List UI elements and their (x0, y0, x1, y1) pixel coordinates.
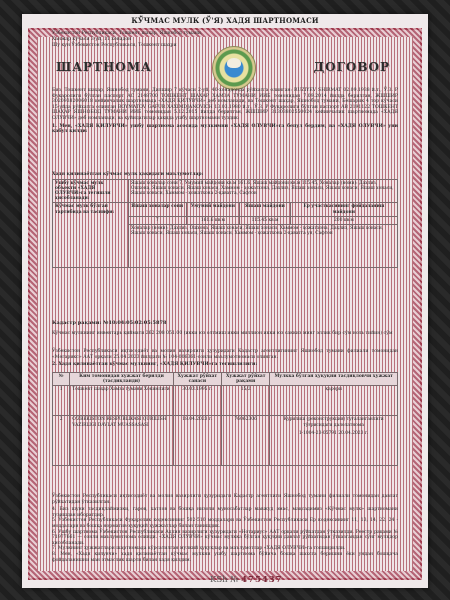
property-label: Ушбу кўчмас мулк объекти «ХАДЯ ОЛУВЧИ»га тегишли ҳисобланади: (53, 179, 129, 203)
issuer: O'ZBEKISTON RESPUBLIKASI QURILISH VAZIRLIGI DAVLAT MUASSASASI (70, 416, 174, 466)
terms-paragraph: 6. Ушбу шартнома Ўзбекистон Республикаси Адлия вазирлиги ҳузуридаги «Нотариус» ААТ орқали рўйхатдан ўтказилди. Реестр рақами № 71977661 — сонли маълумотнома олинди. «ХАДЯ ОЛУВЧИ» кўчмас мулкка бўлган ҳуқуқни давлат рўйхатидан ўтказгандан сўнг мулкдор ҳисобланади. (52, 529, 398, 546)
column-header: Ким томонидан хужжат берилди (тасдиқланди) (70, 373, 174, 386)
terms-section (52, 494, 398, 563)
doc-date: 18.04.2023 г. (173, 416, 221, 466)
watermark-title-left: ШАРТНОМА (56, 60, 152, 74)
serial-label: KSh № (210, 575, 239, 585)
column-header: Хужжат рўйхат санаси (173, 373, 221, 386)
metric-value: 161.6 кв.м (186, 216, 240, 224)
state-emblem-icon (212, 46, 256, 90)
document-sheet (22, 14, 428, 588)
metric-header: Яшаш хоналар сони (128, 203, 186, 216)
doc-type (270, 416, 398, 466)
property-value: Яшаш хоналар сони 7, Умумий майдони кв.м 161.6, Яшаш майдони кв.м 115.45, Хоналар (номи): Даҳлиз, Ошхона, Яшаш хонаси, Яшаш хонаси, Хаммом - ҳожатхона, Даҳлиз, Яшаш хонаси, Яшаш хонаси, Яшаш хонаси, Яшаш хонаси, Хаммом - ҳожатхона 2-қаватга, Сафтон (128, 179, 397, 203)
serial-value: 475437 (241, 575, 283, 585)
ownership-table (52, 372, 398, 466)
issuer: Тошкент шаҳар Хамза тумани Хокимлиги (70, 386, 174, 416)
inventory-value: Кўчмас мулкнинг инвентарь қиймати 262 208 051.00 (икки юз олтмиш икки миллион икки юз саккиз минг эллик бир сўм ноль тийин) сўм (52, 331, 393, 336)
document-body (46, 16, 404, 585)
property-table-caption: Хадя қилинаётган кўчмас мулк ҳақидаги маълумотлар: (52, 172, 204, 177)
metric-header: Умумий майдони (186, 203, 240, 216)
address-line: Ўзбекистон Республикаси, Тошкент шаҳар, Яшнобод тумани, (52, 31, 203, 36)
metric-value: 115.45 кв.м (240, 216, 291, 224)
metric-value: 200 кв.м (290, 216, 397, 224)
address-line: Шу кун Ўзбекистон Республикаси, Тошкент шаҳри (52, 43, 177, 48)
watermark-title-right: ДОГОВОР (313, 60, 390, 74)
terms-paragraph: 8. Мен, «Хадя қилувчи» хадя қилинаётган кўчмас мулкни ушбу шартнома бўйича бошқа шахсга беришни ёки ундан бошқача фойдаланишни ман этмаслик шарти билан хадя қилдим. (52, 551, 398, 563)
intro-text: Биз, Тошкент шаҳар, Яшнобод тумани, Дилшир 7 кўчаси 2-уй, 40-хонадонда рўйхатга олинган: RUZIYEV SHIRMAT 02.09.1938 й.т., Ў.З. Р Фуқаролиги бўлган паспорт AC 2148700 ТОШКЕНТ ШАҲАР ХАМЗА ТУМАНИ ИИБ томонидан 7.09.2014 йилда берилган, ЖШШИР 30209382006018 кейинчалик шартномада «ХАДЯ ҚИЛУВЧИ» деб номланади, ва Тошкент шаҳар, Яшнобод тумани, Бешарик 4 тор кўчаси 15-уйда рўйхатга олинган BOYMATOV GAFUR XAXIMDJANOVICH 13.03.1980 й.т., Ў.З. Р Фуқаролиги бўлган паспорт AB 2191122 ТОШКЕНТ ШАҲАР ЯШНОБОД ТУМАНИ ИИБ томонидан 5.12.2015 йилда берилган, ЖШШИР 31303802550024 кейинчалик шартномада «ХАДЯ ОЛУВЧИ» деб номланади, ва қуйидагилар ҳақида ушбу шартномани туздик: (52, 88, 398, 121)
column-header: Мулкка бўлган ҳуқуқни тасдиқловчи ҳужжат (270, 373, 398, 386)
document-title: КЎЧМАС МУЛК (Ў'Я) ХАДЯ ШАРТНОМАСИ (131, 16, 319, 25)
terms-paragraph: 4. Биз шуни тасдиқлаймизки, гаров, хатлов ва бошқа низоли муносабатлар мавжуд эмас, мақсадимиз «Кўчмас мулк» шартномани тузишдан иборатдир. (52, 507, 398, 518)
property-class-label: Кўчмас мулк бўлган тартибида ва таснифи: (53, 203, 129, 268)
cadastre-number: Кадастр рақами: №10:04:05:02:05:5878 (52, 320, 167, 326)
terms-paragraph: Ўзбекистон Республикаси иқтисодиёт ва молия вазирлиги ҳузуридаги Кадастр агентлиги Яшнобод тумани филиали томонидан давлат рўйхатидан ўтказилган. (52, 494, 398, 505)
item-1: 1. Мен, «ХАДЯ ҚИЛУВЧИ» ушбу шартнома асосида мулкимни «ХАДЯ ОЛУВЧИ»га бепул бердим, ва «ХАДЯ ОЛУВЧИ» уни қабул қилди: (52, 123, 398, 135)
doc-number: 76062306 (222, 416, 270, 466)
terms-paragraph: 7. Мулкнинг ҳужжатлари шартномада кўрсатилган мулкий ҳуқуқлар ва маълумотлар «ХАДЯ ОЛУВЧИ»га топширилди. (52, 546, 346, 552)
intro-paragraph (52, 88, 398, 135)
doc-date: 30.03.1995 г. (173, 386, 221, 416)
doc-type-text: Қурилиш (реконструкция) туғаланганлиги тўғрисидаги далолатнома (283, 417, 384, 428)
item-2: 2. Хадя қилинаётган кўчмас мулкнинг, «ХАДЯ ҚИЛУВЧИ»га тегишлилиги: (52, 362, 258, 367)
column-header: Хужжат рўйхат рақами (222, 373, 270, 386)
metric-value: 7 (128, 216, 186, 224)
row-number: 1 (53, 386, 70, 416)
metric-header: Ер участкасининг фойдаланиш майдони (290, 203, 397, 216)
table-row (53, 386, 398, 416)
doc-type: қарори (270, 386, 398, 416)
header-address (52, 31, 232, 49)
doc-reference: 1-1004-23-05791 20.04.2023 г. (298, 430, 369, 436)
property-table (52, 172, 398, 268)
column-header: № (53, 373, 70, 386)
row-number: 2 (53, 416, 70, 466)
agency-note: Ўзбекистон Республикаси иқтисодиёт ва молия вазирлиги ҳузуридаги Кадастр агентлигининг Яшнобод тумани филиали томонидан «Мегарикс» ААТ орқали 25.04.2023 йилдаги № 104-006361-сонли маълумотномаси олинган. (52, 349, 398, 360)
address-line: Ханжар кўчаси 3-уй, 11 хонадон (52, 37, 132, 42)
doc-number: 15/2 (222, 386, 270, 416)
terms-paragraph: 5. Ўзбекистон Республикаси Фуқаролик кодексининг 502-510 моддалари ва Ўзбекистон Республикаси Ер кодексининг 11, 13, 14, 22, 24 - моддалари ва бошқа норматив-ҳуқуқий ҳужжатлар билан танишдик. (52, 518, 398, 529)
serial-number (210, 575, 283, 585)
rooms-list: Хоналар (номи): Даҳлиз, Ошхона, Яшаш хонаси, Яшаш хонаси, Хаммом - ҳожатхона, Даҳлиз, Яшаш хонаси, Яшаш хонаси, Яшаш хонаси, Яшаш хонаси, Хаммом - ҳожатхона 2-қаватга уя, Сафтон (128, 225, 397, 268)
metric-header: Яшаш майдони (240, 203, 291, 216)
table-row (53, 416, 398, 466)
